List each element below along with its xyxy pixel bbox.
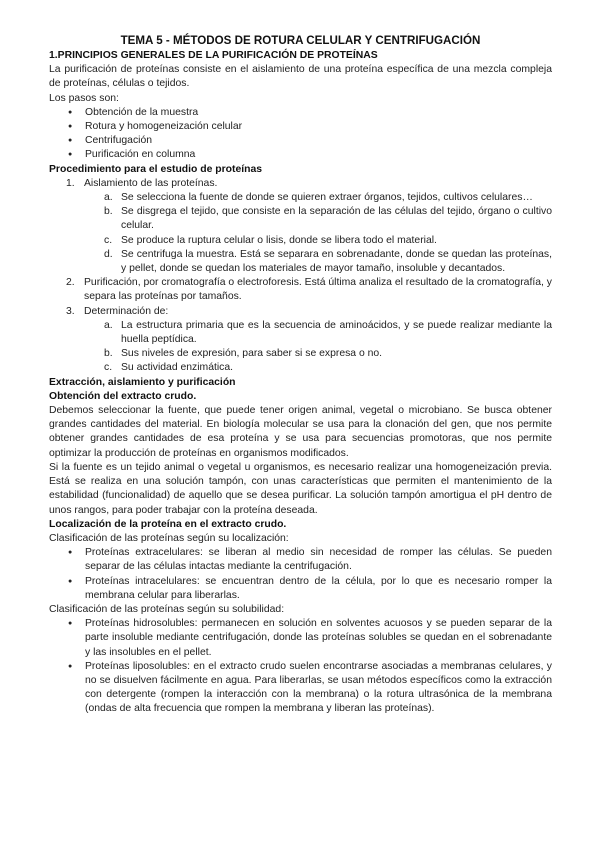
sub-item (84, 248, 552, 276)
list-item: ● Centrifugación (49, 134, 552, 148)
list-item: ● Proteínas intracelulares: se encuentran dentro de la célula, por lo que es necesario romper la membrana celular para liberarlas. (49, 575, 552, 603)
procedure-item (49, 276, 552, 304)
sub-item (84, 347, 552, 361)
steps-list (49, 106, 552, 163)
sub-letter: b. (104, 206, 113, 218)
localization-class-label: Clasificación de las proteínas según su localización: (49, 532, 289, 544)
list-item: ● Proteínas liposolubles: en el extracto crudo suelen encontrarse asociadas a membranas celulares, y no se disuelven fácilmente en agua. Para liberarlas, se usan métodos específicos como la extracción con detergente (rompen la interacción con la membrana) o la rotura ultrasónica de la membrana (ondas de alta frecuencia que rompen la membrana y liberan las proteínas). (49, 660, 552, 717)
procedure-text: Aislamiento de las proteínas. (84, 177, 218, 189)
procedure-heading: Procedimiento para el estudio de proteínas (49, 163, 263, 175)
sub-letter: c. (104, 362, 113, 374)
procedure-list (49, 177, 552, 376)
extraction-heading: Extracción, aislamiento y purificación (49, 376, 236, 388)
list-item: ● Proteínas extracelulares: se liberan al medio sin necesidad de romper las células. Se pueden separar de las células intactas mediante la centrifugación. (49, 546, 552, 574)
section-heading-principles: 1.PRINCIPIOS GENERALES DE LA PURIFICACIÓN DE PROTEÍNAS (49, 50, 378, 61)
list-item: ● Rotura y homogeneización celular (49, 120, 552, 134)
sub-item (84, 205, 552, 233)
steps-label: Los pasos son: (49, 92, 119, 104)
extraction-paragraph-1: Debemos seleccionar la fuente, que puede tener origen animal, vegetal o microbiano. Se busca obtener grandes cantidades del material. En biología molecular se usa para la clonación del gen, que nos permite obtener grandes cantidades de esa proteína y se usa para secuencias promotoras, que nos permite optimizar la producción de proteínas en organismos modificados. (49, 405, 552, 459)
sub-text: Sus niveles de expresión, para saber si se expresa o no. (121, 348, 383, 360)
solubility-list (49, 617, 552, 716)
procedure-item (49, 305, 552, 376)
list-item: ● Proteínas hidrosolubles: permanecen en solución en solventes acuosos y se pueden separar de la parte insoluble mediante centrifugación, donde las proteínas solubles se quedan en el sobrenadante y las insolubles en el pellet. (49, 617, 552, 660)
sub-text: Se disgrega el tejido, que consiste en la separación de las células del tejido, órgano o cultivo celular. (121, 206, 552, 232)
procedure-text: Purificación, por cromatografía o electroforesis. Está última analiza el resultado de la cromatografía, y separa las proteínas por tamaños. (84, 277, 552, 303)
sub-item (84, 361, 552, 375)
procedure-sublist (84, 191, 552, 276)
sub-item (84, 234, 552, 248)
list-item: ● Obtención de la muestra (49, 106, 552, 120)
sub-text: La estructura primaria que es la secuencia de aminoácidos, y se puede realizar mediante la huella peptídica. (121, 319, 552, 346)
sub-item (84, 319, 552, 347)
intro-paragraph: La purificación de proteínas consiste en el aislamiento de una proteína específica de una mezcla compleja de proteínas, células o tejidos. (49, 64, 552, 90)
sub-text: Su actividad enzimática. (121, 362, 234, 374)
sub-letter: a. (104, 192, 113, 204)
procedure-text: Determinación de: (84, 305, 169, 317)
procedure-item (49, 177, 552, 276)
localization-list (49, 546, 552, 603)
sub-letter: a. (104, 319, 113, 331)
sub-letter: b. (104, 348, 113, 360)
page-title: TEMA 5 - MÉTODOS DE ROTURA CELULAR Y CENTRIFUGACIÓN (120, 34, 481, 47)
procedure-sublist (84, 319, 552, 376)
list-item: ● Purificación en columna (49, 148, 552, 162)
sub-text: Se centrifuga la muestra. Está se separara en sobrenadante, donde se quedan las proteínas, y pellet, donde se quedan los materiales de mayor tamaño, insoluble y decantados. (121, 248, 552, 275)
extraction-paragraph-2: Si la fuente es un tejido animal o vegetal u organismos, es necesario realizar una homogeneización previa. Está se realiza en una solución tampón, con unas características que permiten el mantenimiento de la estabilidad (funcionalidad) de aquello que se desea purificar. La solución tampón amortigua el pH dentro de unos rangos, para poder trabajar con la proteína deseada. (49, 461, 552, 516)
solubility-class-label: Clasificación de las proteínas según su solubilidad: (49, 603, 285, 615)
procedure-number: 2. (66, 277, 75, 289)
sub-letter: c. (104, 234, 113, 246)
sub-item (84, 191, 552, 205)
sub-text: Se selecciona la fuente de donde se quieren extraer órganos, tejidos, cultivos celulares… (121, 192, 533, 204)
sub-letter: d. (104, 248, 113, 260)
procedure-number: 1. (66, 177, 75, 189)
procedure-number: 3. (66, 305, 75, 317)
sub-text: Se produce la ruptura celular o lisis, donde se libera todo el material. (121, 234, 437, 246)
crude-extract-subheading: Obtención del extracto crudo. (49, 390, 197, 402)
localization-heading: Localización de la proteína en el extracto crudo. (49, 518, 287, 530)
